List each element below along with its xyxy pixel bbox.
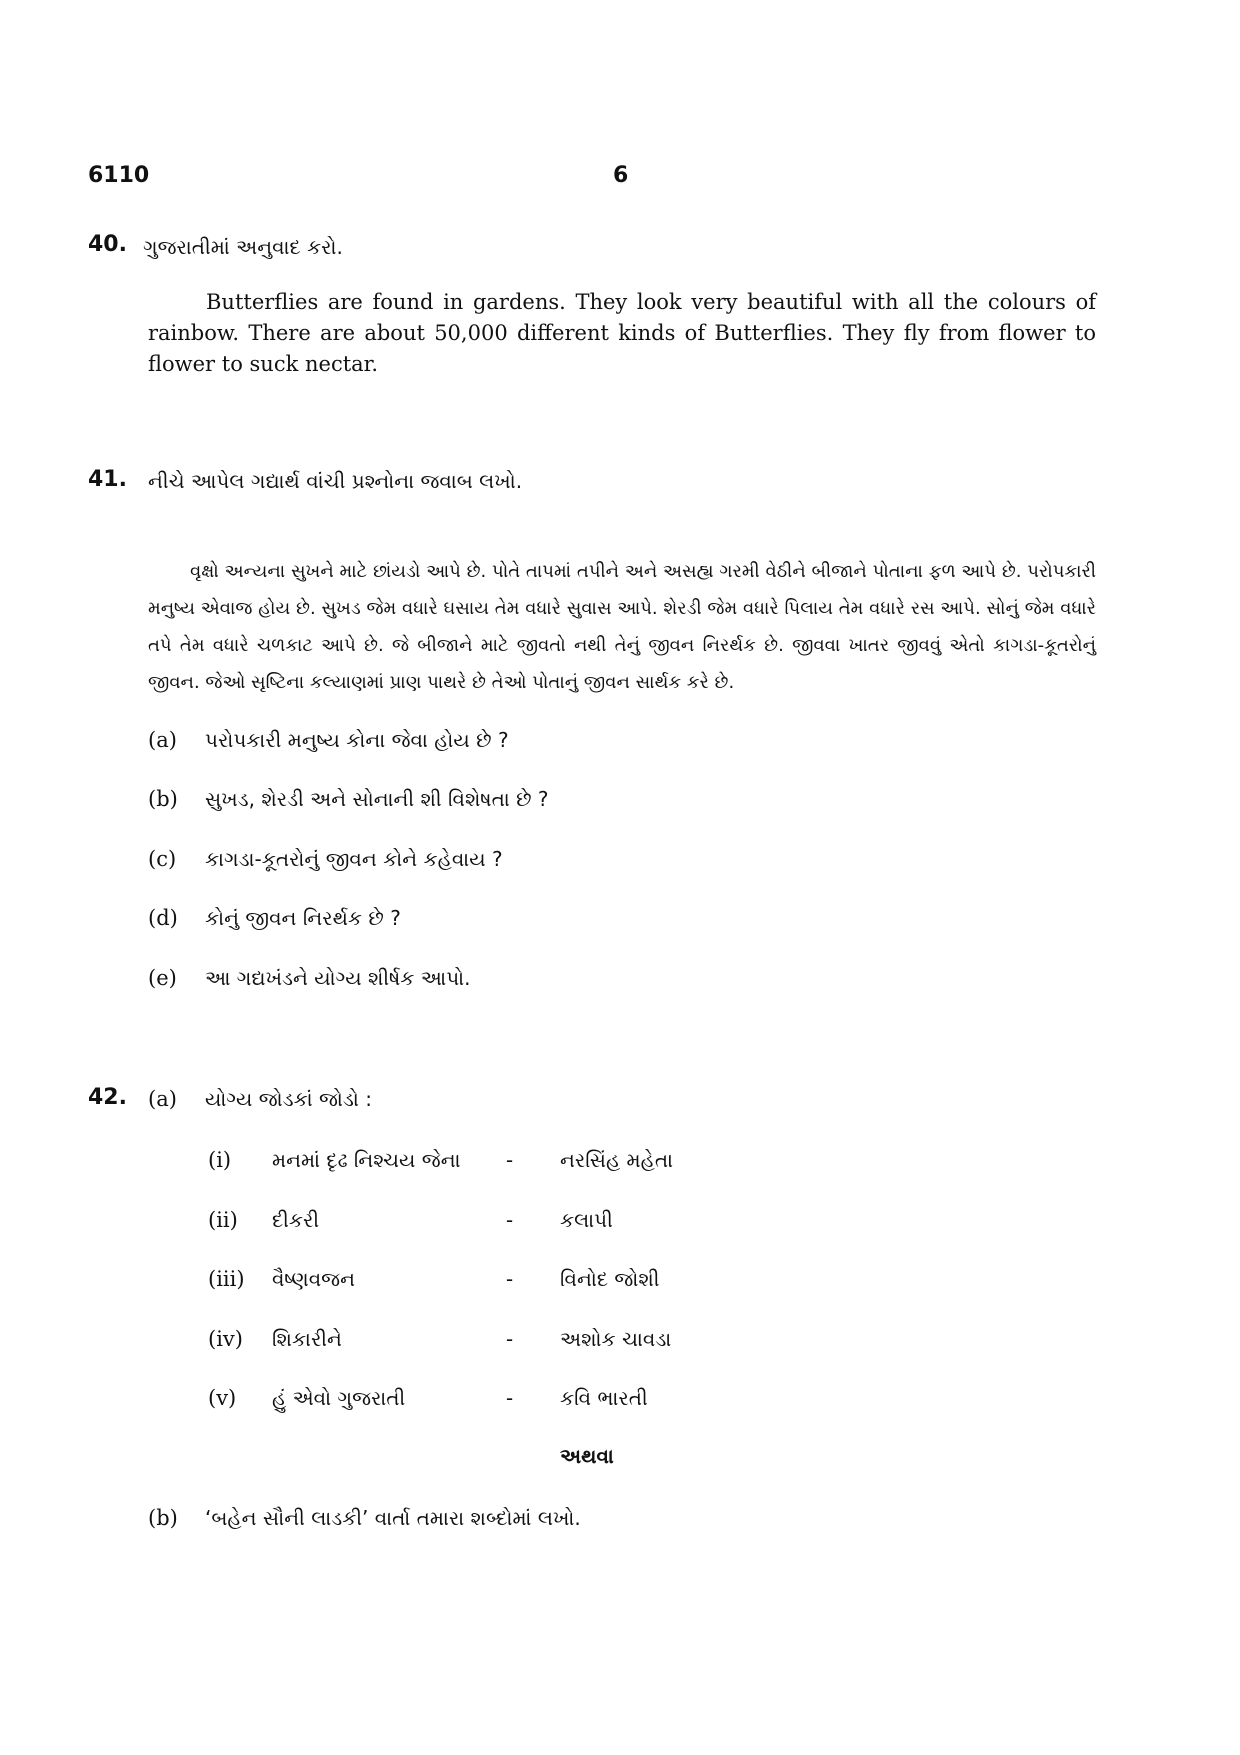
pair-ii-right: કલાપી: [560, 1208, 613, 1232]
or-separator: અથવા: [560, 1444, 614, 1468]
pair-iii-left: વૈષ્ણવજન: [272, 1267, 355, 1291]
pair-ii-dash: -: [506, 1208, 514, 1232]
subquestion-a-text: પરોપકારી મનુષ્ય કોના જેવા હોય છે ?: [205, 728, 509, 752]
subquestion-e-label: (e): [148, 966, 177, 990]
paper-code: 6110: [88, 163, 150, 188]
page-number: 6: [613, 163, 629, 188]
pair-v-left: હું એવો ગુજરાતી: [272, 1386, 406, 1410]
subquestion-e-text: આ ગદ્યખંડને યોગ્ય શીર્ષક આપો.: [205, 966, 471, 990]
pair-i-dash: -: [506, 1148, 514, 1172]
question-40-instruction: ગુજરાતીમાં અનુવાદ કરો.: [143, 235, 343, 259]
pair-v-dash: -: [506, 1386, 514, 1410]
subquestion-d-label: (d): [148, 906, 178, 930]
pair-i-right: નરસિંહ મહેતા: [560, 1148, 674, 1172]
pair-iii-right: વિનોદ જોશી: [560, 1267, 660, 1291]
pair-iv-right: અશોક ચાવડા: [560, 1327, 672, 1351]
pair-iv-dash: -: [506, 1327, 514, 1351]
subquestion-b-text: સુખડ, શેરડી અને સોનાની શી વિશેષતા છે ?: [205, 787, 549, 811]
pair-v-right: કવિ ભારતી: [560, 1386, 648, 1410]
question-40-number: 40.: [88, 232, 127, 257]
pair-iii-label: (iii): [208, 1267, 245, 1291]
question-41-passage: વૃક્ષો અન્યના સુખને માટે છાંયડો આપે છે. પોતે તાપમાં તપીને અને અસહ્ય ગરમી વેઠીને બીજાને પોતાના ફળ આપે છે. પરોપકારી મનુષ્ય એવાજ હોય છે. સુખડ જેમ વધારે ઘસાય તેમ વધારે સુવાસ આપે. શેરડી જેમ વધારે પિલાય તેમ વધારે રસ આપે. સોનું જેમ વધારે તપે તેમ વધારે ચળકાટ આપે છે. જે બીજાને માટે જીવતો નથી તેનું જીવન નિરર્થક છે. જીવવા ખાતર જીવવું એતો કાગડા-કૂતરોનું જીવન. જેઓ સૃષ્ટિના કલ્યાણમાં પ્રાણ પાથરે છે તેઓ પોતાનું જીવન સાર્થક કરે છે.: [148, 561, 1096, 693]
pair-ii-left: દીકરી: [272, 1208, 320, 1232]
question-40-passage: Butterflies are found in gardens. They look very beautiful with all the colours of rainbow. There are about 50,000 different kinds of Butterflies. They fly from flower to flower to suck nectar.: [148, 290, 1096, 376]
pair-i-left: મનમાં દૃઢ નિશ્ચય જેના: [272, 1148, 461, 1172]
question-42-part-a-instruction: યોગ્ય જોડકાં જોડો :: [205, 1087, 372, 1111]
pair-i-label: (i): [208, 1148, 232, 1172]
pair-iii-dash: -: [506, 1267, 514, 1291]
subquestion-a-label: (a): [148, 728, 177, 752]
question-41-instruction: નીચે આપેલ ગદ્યાર્થ વાંચી પ્રશ્નોના જવાબ લખો.: [148, 469, 523, 493]
question-42-number: 42.: [88, 1085, 127, 1110]
pair-iv-label: (iv): [208, 1327, 243, 1351]
question-42-part-b-text: ‘બહેન સૌની લાડકી’ વાર્તા તમારા શબ્દોમાં લખો.: [205, 1506, 581, 1530]
question-42-part-b-label: (b): [148, 1506, 178, 1530]
pair-iv-left: શિકારીને: [272, 1327, 342, 1351]
pair-ii-label: (ii): [208, 1208, 238, 1232]
question-41-number: 41.: [88, 467, 127, 492]
subquestion-c-label: (c): [148, 847, 177, 871]
subquestion-b-label: (b): [148, 787, 178, 811]
question-42-part-a-label: (a): [148, 1087, 177, 1111]
subquestion-d-text: કોનું જીવન નિરર્થક છે ?: [205, 906, 401, 930]
pair-v-label: (v): [208, 1386, 237, 1410]
subquestion-c-text: કાગડા-કૂતરોનું જીવન કોને કહેવાય ?: [205, 847, 503, 871]
